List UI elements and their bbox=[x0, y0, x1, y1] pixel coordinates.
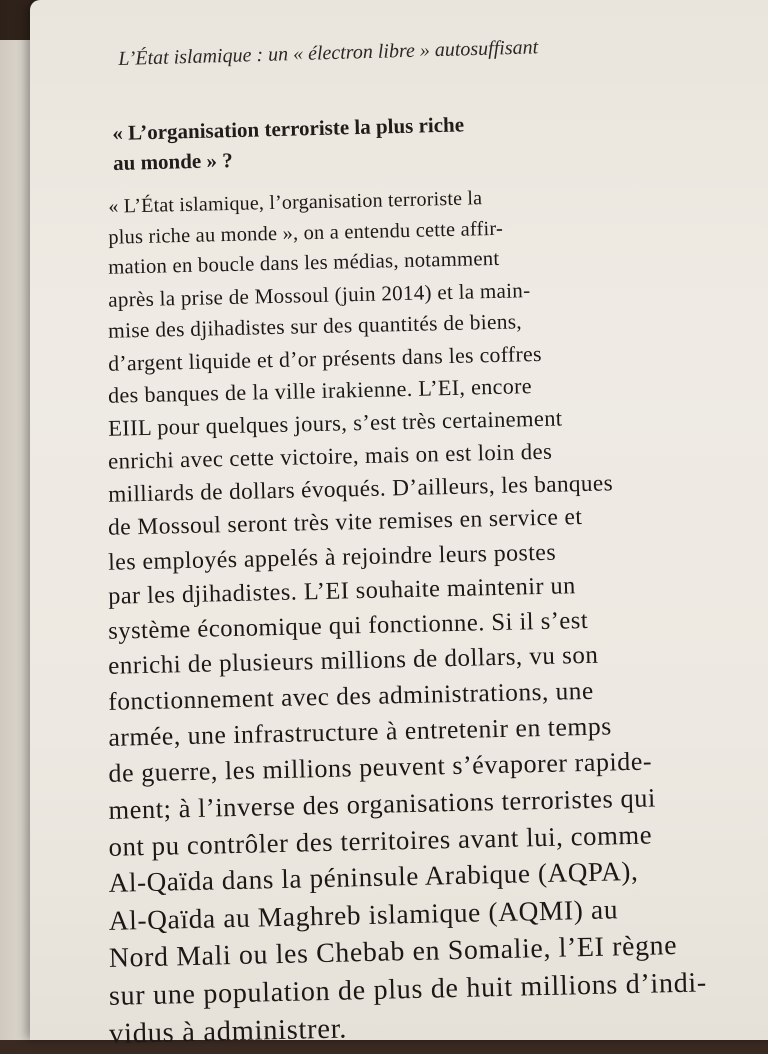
body-paragraph bbox=[95, 178, 714, 1054]
body-line: Al-Qaïda dans la péninsule Arabique (AQPA), bbox=[108, 856, 639, 899]
body-line: ont pu contrôler des territoires avant lui, comme bbox=[108, 819, 653, 862]
body-line: de guerre, les millions peuvent s’évaporer rapide- bbox=[108, 746, 653, 788]
body-line: par les djihadistes. L’EI souhaite maintenir un bbox=[107, 572, 576, 610]
body-line: Nord Mali ou les Chebab en Somalie, l’EI règne bbox=[108, 929, 678, 974]
heading-line: au monde » ? bbox=[112, 148, 233, 175]
body-line: « L’État islamique, l’organisation terroriste la bbox=[108, 187, 483, 218]
running-head: L’État islamique : un « électron libre » autosuffisant bbox=[118, 36, 539, 70]
body-line: des banques de la ville irakienne. L’EI, encore bbox=[107, 373, 533, 408]
heading-line: « L’organisation terroriste la plus riche bbox=[112, 112, 465, 145]
body-line: milliards de dollars évoqués. D’ailleurs, les banques bbox=[107, 469, 614, 508]
body-line: d’argent liquide et d’or présents dans les coffres bbox=[107, 341, 543, 376]
body-line: mation en boucle dans les médias, notamment bbox=[107, 248, 500, 280]
section-heading bbox=[112, 107, 573, 178]
body-line: de Mossoul seront très vite remises en service et bbox=[107, 504, 583, 541]
body-line: enrichi de plusieurs millions de dollars, vu son bbox=[107, 642, 599, 681]
body-line: Al-Qaïda au Maghreb islamique (AQMI) au bbox=[108, 893, 619, 936]
body-line: fonctionnement avec des administrations, une bbox=[108, 676, 594, 716]
body-line: enrichi avec cette victoire, mais on est loin des bbox=[107, 438, 553, 475]
body-line: les employés appelés à rejoindre leurs postes bbox=[107, 539, 557, 576]
body-line: vidus à administrer. bbox=[108, 1013, 348, 1050]
body-line: sur une population de plus de huit millions d’indi- bbox=[108, 967, 708, 1012]
body-line: système économique qui fonctionne. Si il s’est bbox=[107, 606, 589, 645]
body-line: plus riche au monde », on a entendu cette affir- bbox=[108, 217, 504, 249]
body-line: armée, une infrastructure à entretenir en temps bbox=[108, 711, 613, 752]
body-line: mise des djihadistes sur des quantités de biens, bbox=[107, 309, 523, 343]
body-line: ment; à l’inverse des organisations terroristes qui bbox=[108, 782, 657, 825]
body-line: EIIL pour quelques jours, s’est très certainement bbox=[107, 404, 563, 441]
body-line: après la prise de Mossoul (juin 2014) et la main- bbox=[107, 277, 531, 312]
